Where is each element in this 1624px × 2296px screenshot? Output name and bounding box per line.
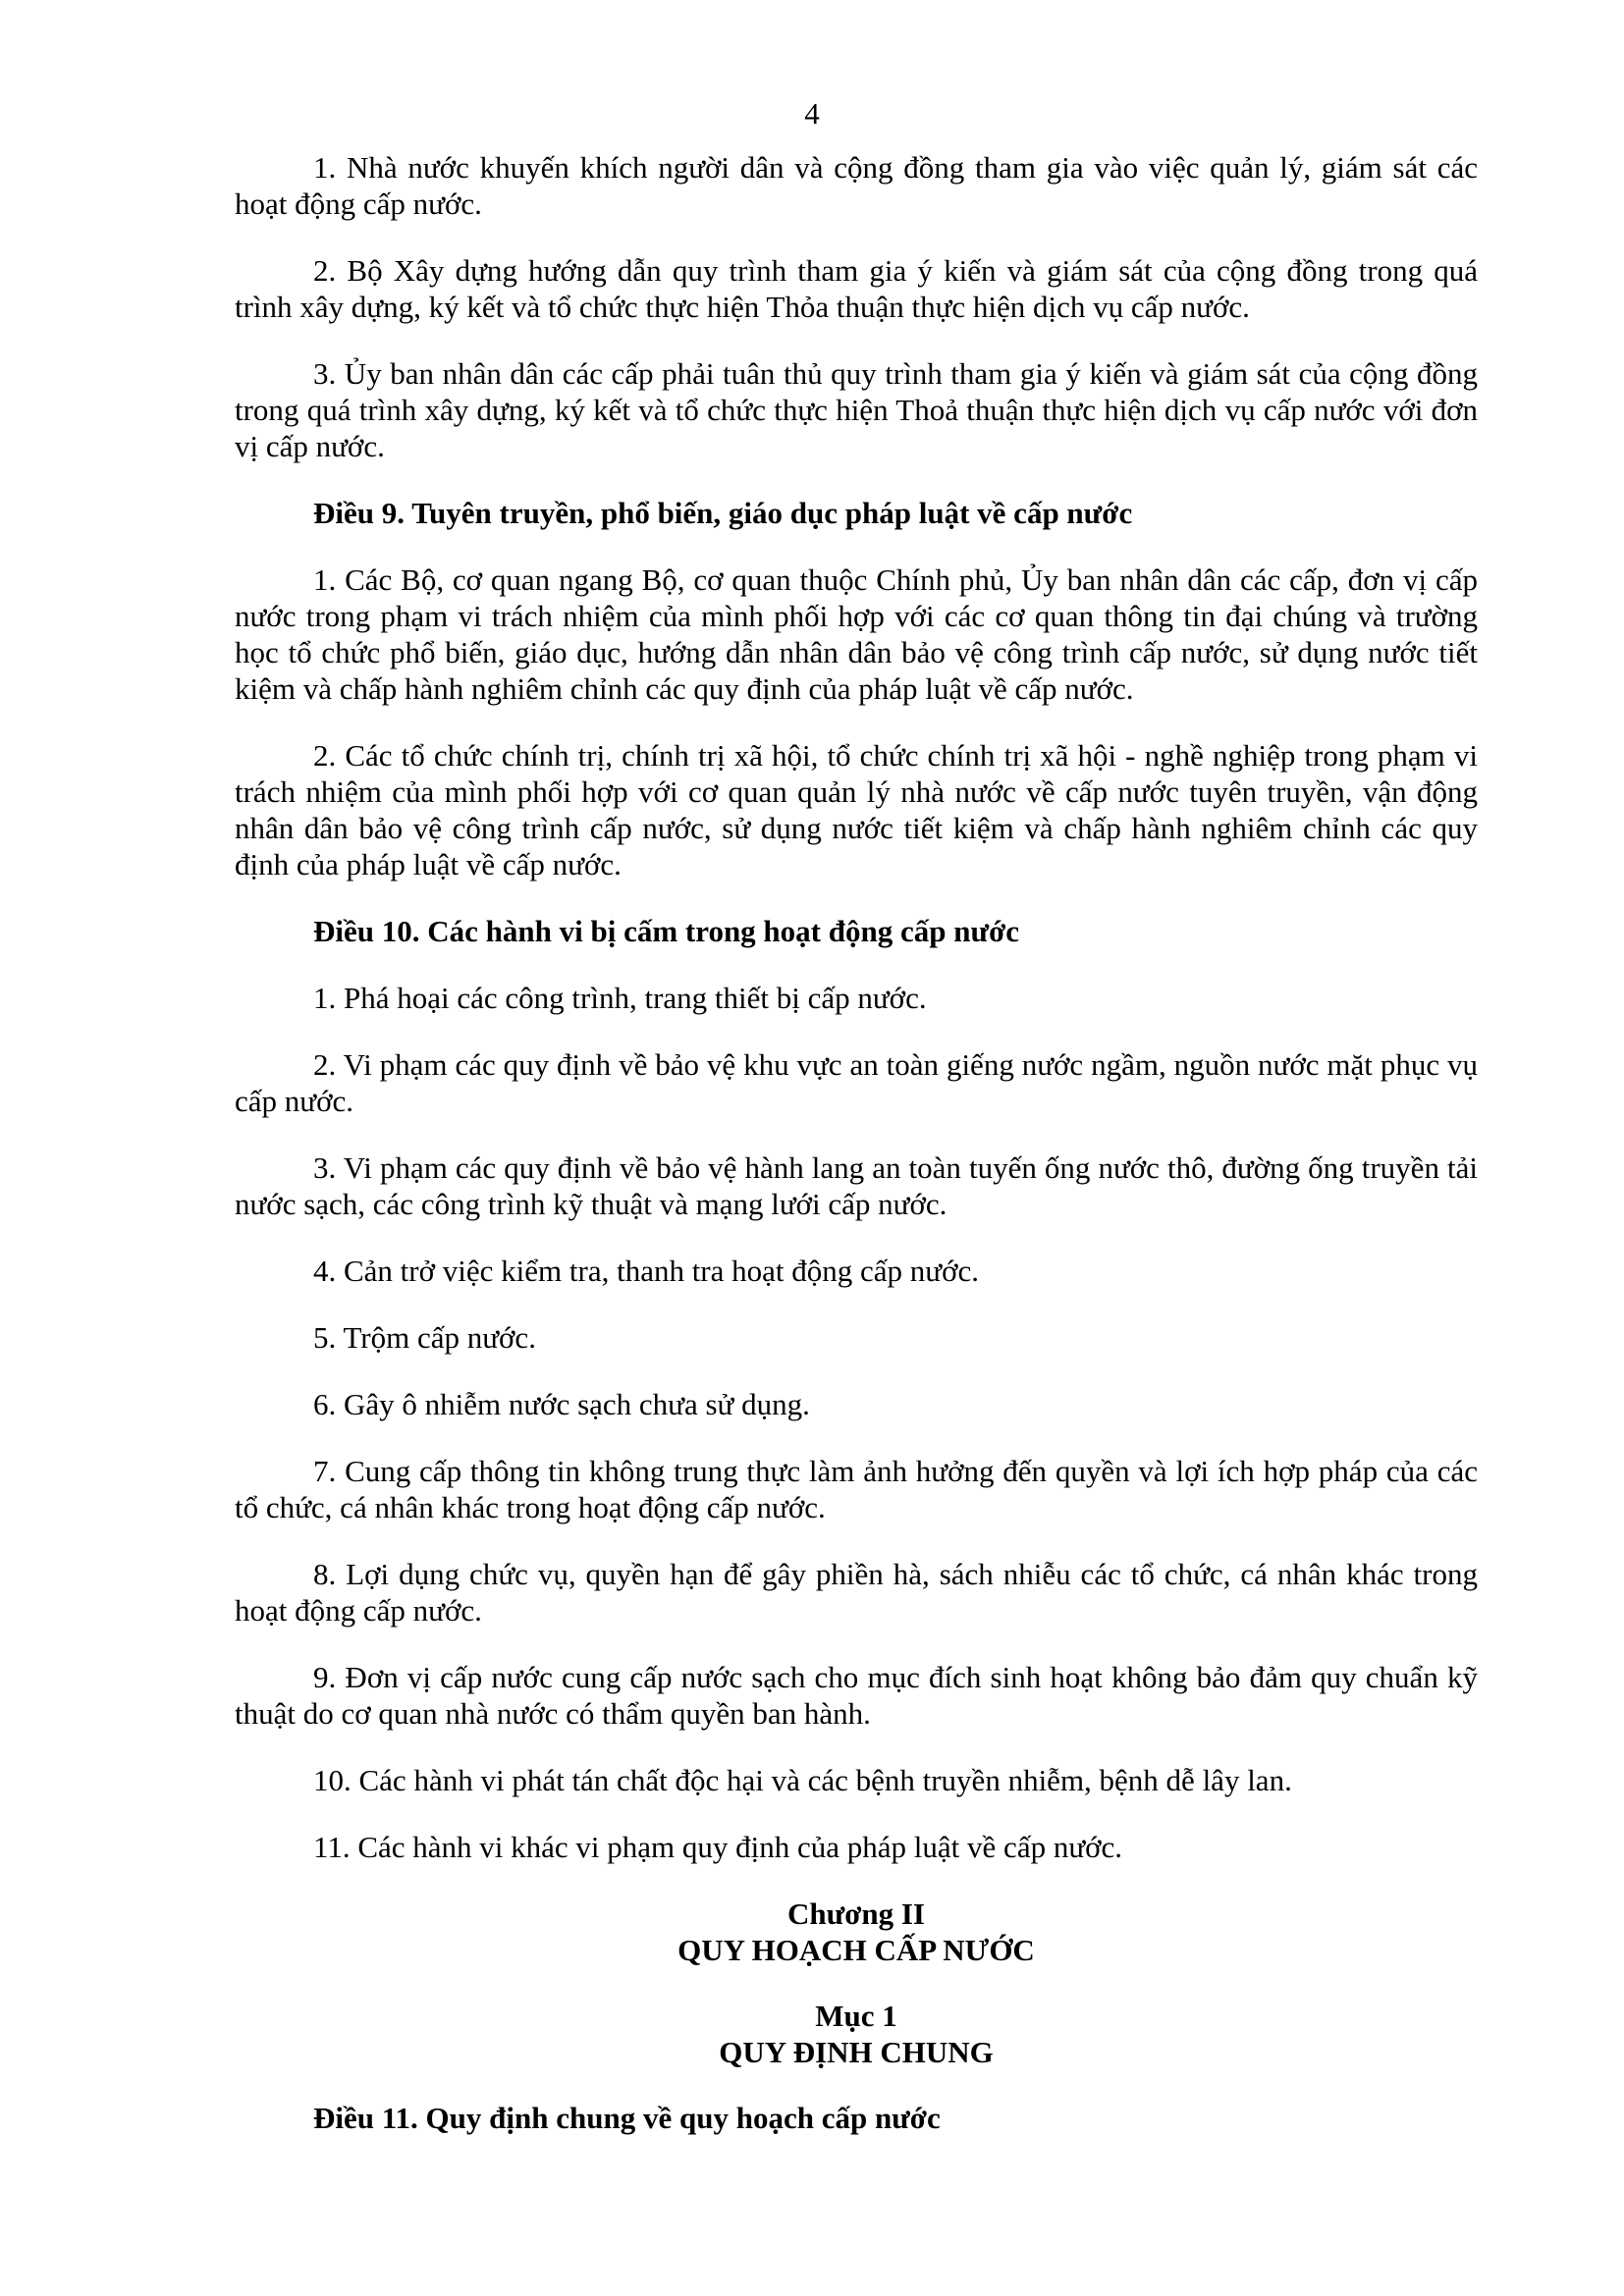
- article9-item: 1. Các Bộ, cơ quan ngang Bộ, cơ quan thuộc Chính phủ, Ủy ban nhân dân các cấp, đơn vị cấp nước trong phạm vi trách nhiệm của mình phối hợp với các cơ quan thông tin đại chúng và trường học tổ chức phổ biến, giáo dục, hướng dẫn nhân dân bảo vệ công trình cấp nước, sử dụng nước tiết kiệm và chấp hành nghiêm chỉnh các quy định của pháp luật về cấp nước.: [235, 562, 1478, 706]
- article11-title: Điều 11. Quy định chung về quy hoạch cấp nước: [313, 2101, 941, 2135]
- chapter-title: QUY HOẠCH CẤP NƯỚC: [677, 1933, 1035, 1967]
- document-body: [235, 149, 1478, 2166]
- article8-item: 1. Nhà nước khuyến khích người dân và cộng đồng tham gia vào việc quản lý, giám sát các hoạt động cấp nước.: [235, 150, 1478, 221]
- section-title: QUY ĐỊNH CHUNG: [719, 2035, 994, 2069]
- article9-title: Điều 9. Tuyên truyền, phổ biến, giáo dục pháp luật về cấp nước: [313, 496, 1133, 530]
- section-label: Mục 1: [815, 1999, 897, 2033]
- article8-item: 2. Bộ Xây dựng hướng dẫn quy trình tham gia ý kiến và giám sát của cộng đồng trong quá trình xây dựng, ký kết và tổ chức thực hiện Thỏa thuận thực hiện dịch vụ cấp nước.: [235, 253, 1478, 324]
- article9-item: 2. Các tổ chức chính trị, chính trị xã hội, tổ chức chính trị xã hội - nghề nghiệp trong phạm vi trách nhiệm của mình phối hợp với cơ quan quản lý nhà nước về cấp nước tuyên truyền, vận động nhân dân bảo vệ công trình cấp nước, sử dụng nước tiết kiệm và chấp hành nghiêm chỉnh các quy định của pháp luật về cấp nước.: [235, 738, 1478, 881]
- chapter-label: Chương II: [786, 1896, 925, 1931]
- article10-title: Điều 10. Các hành vi bị cấm trong hoạt động cấp nước: [313, 914, 1019, 948]
- article10-item: 7. Cung cấp thông tin không trung thực làm ảnh hưởng đến quyền và lợi ích hợp pháp của các tổ chức, cá nhân khác trong hoạt động cấp nước.: [235, 1454, 1478, 1524]
- article10-item: 6. Gây ô nhiễm nước sạch chưa sử dụng.: [313, 1387, 810, 1421]
- article10-item: 2. Vi phạm các quy định về bảo vệ khu vực an toàn giếng nước ngầm, nguồn nước mặt phục vụ cấp nước.: [235, 1047, 1478, 1118]
- article10-item: 1. Phá hoại các công trình, trang thiết bị cấp nước.: [313, 981, 927, 1015]
- article10-item: 9. Đơn vị cấp nước cung cấp nước sạch cho mục đích sinh hoạt không bảo đảm quy chuẩn kỹ thuật do cơ quan nhà nước có thẩm quyền ban hành.: [235, 1660, 1478, 1731]
- article10-item: 8. Lợi dụng chức vụ, quyền hạn để gây phiền hà, sách nhiễu các tổ chức, cá nhân khác trong hoạt động cấp nước.: [235, 1557, 1478, 1628]
- article10-item: 4. Cản trở việc kiểm tra, thanh tra hoạt động cấp nước.: [313, 1254, 979, 1288]
- article10-item: 5. Trộm cấp nước.: [313, 1320, 536, 1355]
- article10-item: 10. Các hành vi phát tán chất độc hại và các bệnh truyền nhiễm, bệnh dễ lây lan.: [313, 1763, 1292, 1797]
- article8-item: 3. Ủy ban nhân dân các cấp phải tuân thủ quy trình tham gia ý kiến và giám sát của cộng đồng trong quá trình xây dựng, ký kết và tổ chức thực hiện Thoả thuận thực hiện dịch vụ cấp nước với đơn vị cấp nước.: [235, 356, 1478, 463]
- article10-item: 3. Vi phạm các quy định về bảo vệ hành lang an toàn tuyến ống nước thô, đường ống truyền tải nước sạch, các công trình kỹ thuật và mạng lưới cấp nước.: [235, 1150, 1478, 1221]
- page-number: 4: [804, 96, 820, 131]
- article10-item: 11. Các hành vi khác vi phạm quy định của pháp luật về cấp nước.: [313, 1830, 1123, 1864]
